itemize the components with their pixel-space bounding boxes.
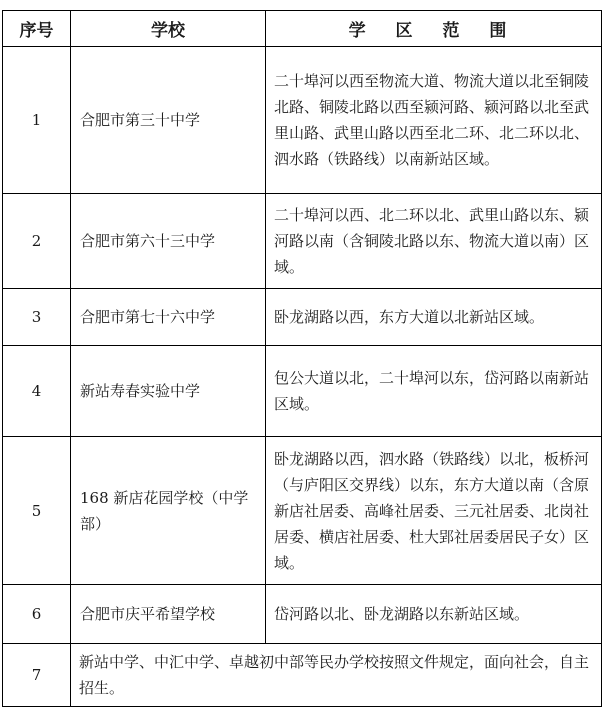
row-school: 168 新店花园学校（中学部） (71, 437, 266, 585)
footer-note: 新站中学、中汇中学、卓越初中部等民办学校按照文件规定，面向社会，自主招生。 (71, 644, 602, 707)
table-row (3, 194, 602, 289)
row-range: 卧龙湖路以西，泗水路（铁路线）以北，板桥河（与庐阳区交界线）以东，东方大道以南（含原新店社居委、高峰社居委、三元社居委、北岗社居委、横店社居委、杜大郢社居委居民子女）区域。 (266, 437, 602, 585)
row-range: 卧龙湖路以西，东方大道以北新站区域。 (266, 289, 602, 346)
row-school: 合肥市第七十六中学 (71, 289, 266, 346)
row-range: 二十埠河以西、北二环以北、武里山路以东、颍河路以南（含铜陵北路以东、物流大道以南）区域。 (266, 194, 602, 289)
row-index: 5 (3, 437, 71, 585)
table-row (3, 585, 602, 644)
table-row (3, 437, 602, 585)
footer-row (3, 644, 602, 707)
header-index: 序号 (3, 11, 71, 47)
table-row (3, 289, 602, 346)
row-index: 3 (3, 289, 71, 346)
header-school: 学校 (71, 11, 266, 47)
row-school: 新站寿春实验中学 (71, 346, 266, 437)
table-row (3, 346, 602, 437)
row-index: 2 (3, 194, 71, 289)
row-range: 二十埠河以西至物流大道、物流大道以北至铜陵北路、铜陵北路以西至颍河路、颍河路以北至武里山路、武里山路以西至北二环、北二环以北、泗水路（铁路线）以南新站区域。 (266, 47, 602, 194)
row-school: 合肥市第三十中学 (71, 47, 266, 194)
row-index: 1 (3, 47, 71, 194)
table-row (3, 47, 602, 194)
school-district-table (2, 10, 602, 707)
row-index: 4 (3, 346, 71, 437)
header-range: 学 区 范 围 (266, 11, 602, 47)
row-range: 包公大道以北，二十埠河以东，岱河路以南新站区域。 (266, 346, 602, 437)
footer-index: 7 (3, 644, 71, 707)
row-school: 合肥市第六十三中学 (71, 194, 266, 289)
row-school: 合肥市庆平希望学校 (71, 585, 266, 644)
header-row (3, 11, 602, 47)
row-range: 岱河路以北、卧龙湖路以东新站区域。 (266, 585, 602, 644)
row-index: 6 (3, 585, 71, 644)
